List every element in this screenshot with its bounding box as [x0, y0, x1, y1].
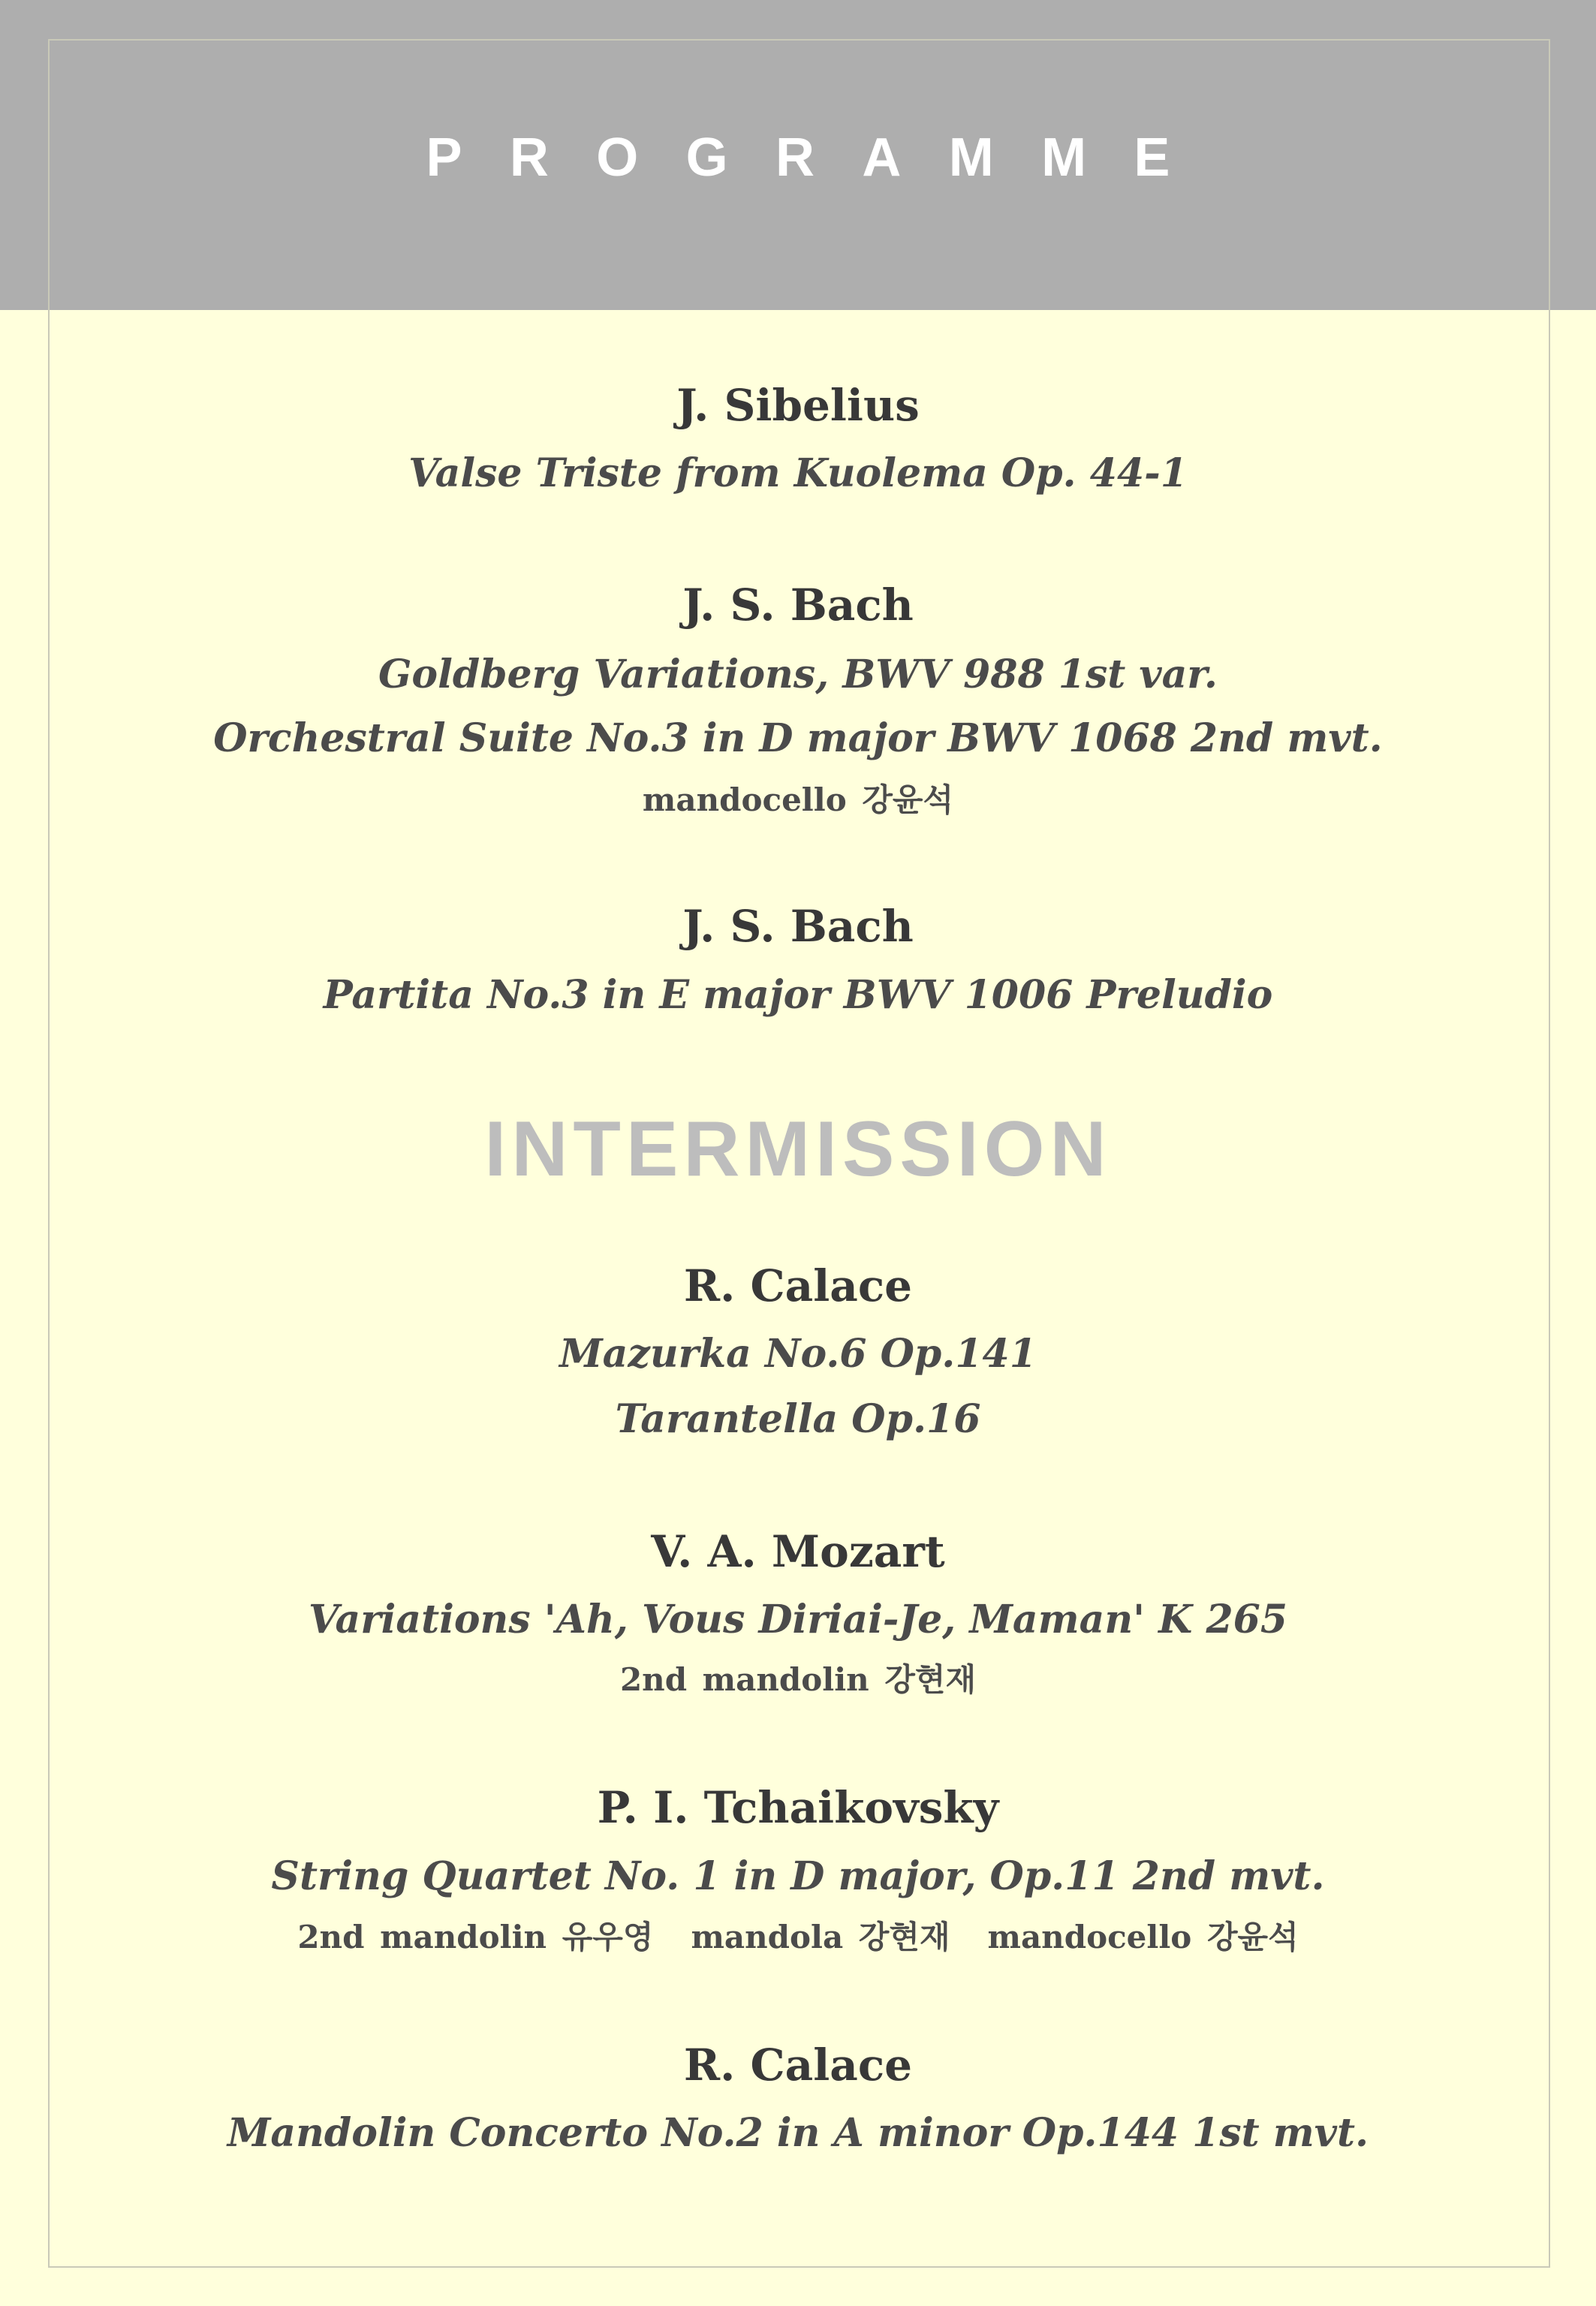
- composer-name: P. I. Tchaikovsky: [597, 1782, 999, 1833]
- programme-title: PROGRAMME: [426, 128, 1218, 188]
- piece-title: Mazurka No.6 Op.141: [559, 1331, 1037, 1377]
- piece-title: Partita No.3 in E major BWV 1006 Preludio: [323, 972, 1273, 1018]
- performer-credit: mandocello 강윤석: [987, 1919, 1299, 1955]
- performer-credit: 2nd mandolin 유우영: [297, 1919, 654, 1955]
- piece-title: Valse Triste from Kuolema Op. 44-1: [408, 450, 1188, 496]
- piece-title: String Quartet No. 1 in D major, Op.11 2nd mvt.: [271, 1853, 1325, 1899]
- composer-name: J. Sibelius: [676, 380, 920, 431]
- composer-name: J. S. Bach: [682, 901, 914, 952]
- composer-name: J. S. Bach: [682, 580, 914, 631]
- piece-title: Orchestral Suite No.3 in D major BWV 1068 2nd mvt.: [213, 715, 1383, 761]
- composer-name: V. A. Mozart: [651, 1526, 945, 1577]
- performer-credit: 2nd mandolin 강현재: [619, 1661, 977, 1698]
- piece-title: Tarantella Op.16: [615, 1396, 981, 1442]
- performer-list: [0, 1916, 1596, 1958]
- piece-title: Mandolin Concerto No.2 in A minor Op.144 1st mvt.: [227, 2110, 1369, 2156]
- intermission-label: INTERMISSION: [484, 1106, 1112, 1193]
- composer-name: R. Calace: [683, 1260, 913, 1311]
- performer-credit: mandocello 강윤석: [642, 781, 954, 818]
- piece-title: Variations 'Ah, Vous Diriai-Je, Maman' K 265: [308, 1597, 1288, 1642]
- composer-name: R. Calace: [683, 2040, 913, 2091]
- piece-title: Goldberg Variations, BWV 988 1st var.: [378, 652, 1218, 697]
- performer-credit: mandola 강현재: [691, 1919, 950, 1955]
